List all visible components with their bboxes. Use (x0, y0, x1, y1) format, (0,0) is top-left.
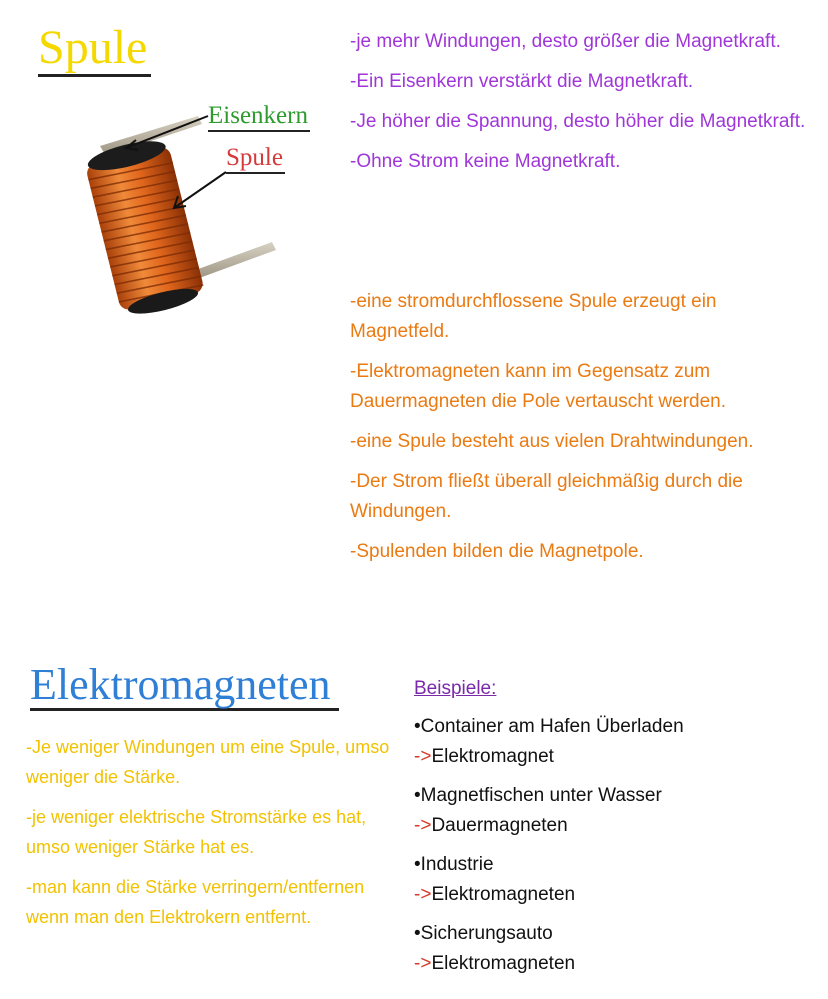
notes-purple (350, 27, 820, 187)
examples-heading: Beispiele: (414, 678, 497, 699)
example-item (414, 712, 814, 772)
example-result: Elektromagnet (431, 746, 554, 767)
example-text: •Industrie (414, 854, 494, 875)
page-title-spule: Spule (38, 22, 151, 77)
note-orange-3: -eine Spule besteht aus vielen Drahtwindungen. (350, 431, 754, 452)
examples-block (414, 674, 814, 988)
notes-elektromagneten (26, 732, 396, 942)
example-text: •Magnetfischen unter Wasser (414, 785, 662, 806)
example-item (414, 850, 814, 910)
note-purple-2: -Ein Eisenkern verstärkt die Magnetkraft. (350, 71, 694, 92)
note-orange-5: -Spulenden bilden die Magnetpole. (350, 541, 644, 562)
note-yellow-2: -je weniger elektrische Stromstärke es hat, umso weniger Stärke hat es. (26, 807, 367, 857)
example-result: Elektromagneten (431, 884, 576, 905)
example-result: Elektromagneten (431, 953, 576, 974)
section-title-elektromagneten: Elektromagneten (30, 662, 339, 711)
note-purple-3: -Je höher die Spannung, desto höher die Magnetkraft. (350, 111, 806, 132)
coil-image (40, 100, 340, 320)
example-result: Dauermagneten (431, 815, 568, 836)
note-orange-1: -eine stromdurchflossene Spule erzeugt ein Magnetfeld. (350, 291, 717, 342)
note-orange-2: -Elektromagneten kann im Gegensatz zum Dauermagneten die Pole vertauscht werden. (350, 361, 727, 412)
note-yellow-3: -man kann die Stärke verringern/entfernen wenn man den Elektrokern entfernt. (26, 877, 365, 927)
example-item (414, 919, 814, 979)
note-orange-4: -Der Strom fließt überall gleichmäßig durch die Windungen. (350, 471, 743, 522)
arrow-symbol: -> (414, 884, 432, 905)
label-spule: Spule (226, 144, 285, 174)
note-purple-4: -Ohne Strom keine Magnetkraft. (350, 151, 621, 172)
example-text: •Container am Hafen Überladen (414, 716, 684, 737)
notes-orange (350, 287, 820, 577)
arrow-symbol: -> (414, 815, 432, 836)
arrow-symbol: -> (414, 953, 432, 974)
example-item (414, 781, 814, 841)
example-text: •Sicherungsauto (414, 923, 553, 944)
note-purple-1: -je mehr Windungen, desto größer die Magnetkraft. (350, 31, 781, 52)
arrow-symbol: -> (414, 746, 432, 767)
note-yellow-1: -Je weniger Windungen um eine Spule, umso weniger die Stärke. (26, 737, 390, 787)
label-eisenkern: Eisenkern (208, 102, 310, 132)
